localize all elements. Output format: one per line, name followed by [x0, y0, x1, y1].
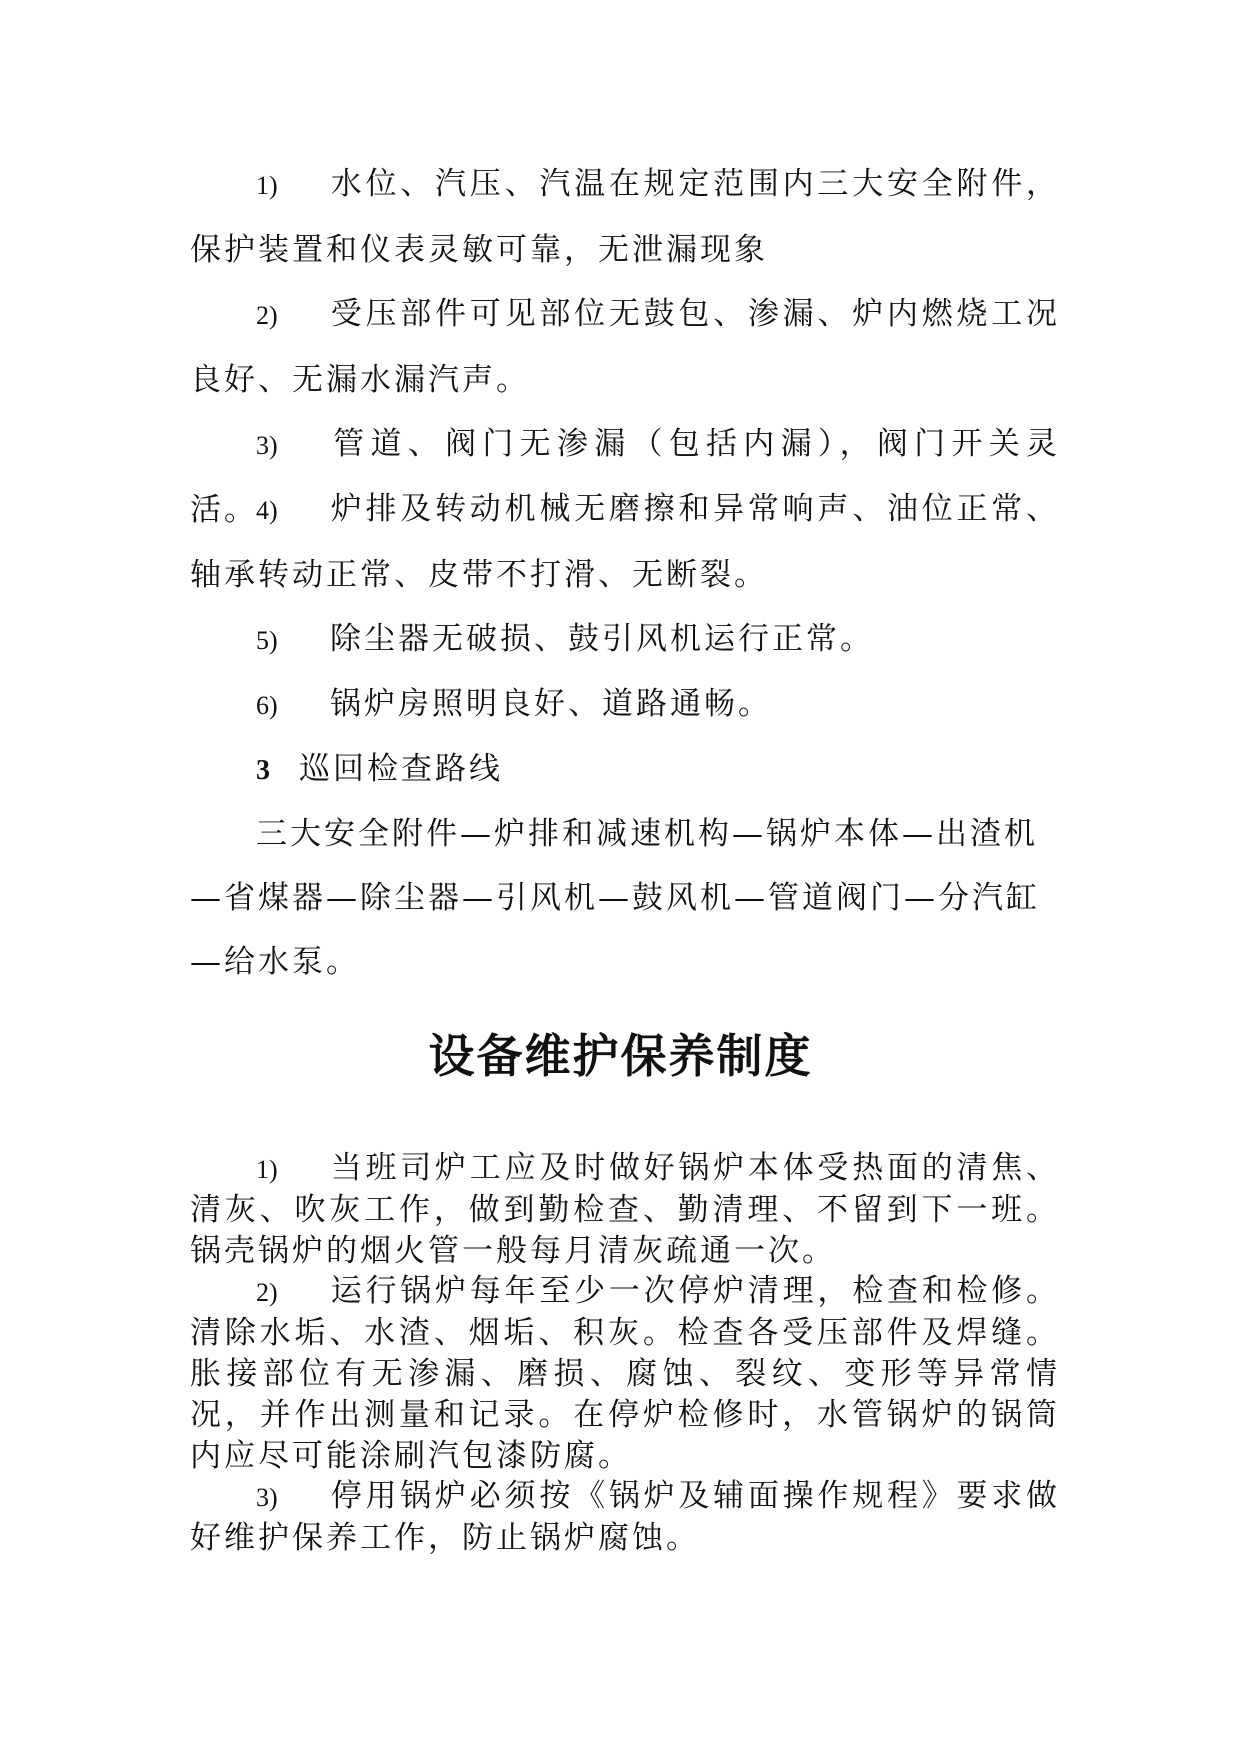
- check-item-text: 管道、阀门无渗漏（包括内漏），阀门开关灵活。: [190, 426, 1060, 528]
- maintenance-item-3: [190, 1476, 1060, 1559]
- check-item-number: 3): [256, 431, 278, 460]
- inspection-route: [190, 802, 1070, 994]
- maintenance-item-number: 3): [256, 1483, 278, 1512]
- maintenance-item-text: 运行锅炉每年至少一次停炉清理，检查和检修。清除水垢、水渣、烟垢、积灰。检查各受压部件及焊缝。胀接部位有无渗漏、磨损、腐蚀、裂纹、变形等异常情况，并作出测量和记录。在停炉检修时，水管锅炉的锅筒内应尽可能涂刷汽包漆防腐。: [190, 1273, 1060, 1474]
- check-item-text: 锅炉房照明良好、道路通畅。: [330, 686, 772, 722]
- section-number: 3: [256, 755, 273, 786]
- maintenance-item-number: 1): [256, 1155, 278, 1184]
- maintenance-item-text: 停用锅炉必须按《锅炉及辅面操作规程》要求做好维护保养工作，防止锅炉腐蚀。: [190, 1478, 1060, 1556]
- section-title: 巡回检查路线: [299, 751, 503, 787]
- check-item-text: 水位、汽压、汽温在规定范围内三大安全附件，保护装置和仪表灵敏可靠，无泄漏现象: [190, 166, 1060, 268]
- route-line: 三大安全附件—炉排和减速机构—锅炉本体—出渣机: [256, 816, 1038, 852]
- check-item-text: 除尘器无破损、鼓引风机运行正常。: [330, 621, 874, 657]
- check-item-number: 1): [256, 171, 278, 200]
- check-item-5: [190, 607, 1060, 673]
- route-line: —省煤器—除尘器—引风机—鼓风机—管道阀门—分汽缸: [190, 880, 1040, 916]
- check-item-text: 受压部件可见部位无鼓包、渗漏、炉内燃烧工况良好、无漏水漏汽声。: [190, 296, 1060, 398]
- check-item-2: [190, 282, 1060, 413]
- check-item-number: 5): [256, 626, 278, 655]
- maintenance-title: 设备维护保养制度: [428, 1029, 813, 1083]
- check-item-number: 4): [256, 496, 278, 525]
- check-item-1: [190, 152, 1060, 283]
- maintenance-item-number: 2): [256, 1278, 278, 1307]
- check-item-6: [190, 672, 1060, 738]
- maintenance-item-2: [190, 1271, 1060, 1477]
- check-item-text: 炉排及转动机械无磨擦和异常响声、油位正常、轴承转动正常、皮带不打滑、无断裂。: [190, 491, 1060, 593]
- maintenance-item-1: [190, 1148, 1060, 1272]
- section-heading: [256, 737, 503, 803]
- maintenance-item-text: 当班司炉工应及时做好锅炉本体受热面的清焦、清灰、吹灰工作，做到勤检查、勤清理、不留到下一班。锅壳锅炉的烟火管一般每月清灰疏通一次。: [190, 1150, 1060, 1269]
- check-item-4: [190, 477, 1060, 608]
- check-item-number: 6): [256, 691, 278, 720]
- route-line: —给水泵。: [190, 944, 360, 980]
- check-item-number: 2): [256, 301, 278, 330]
